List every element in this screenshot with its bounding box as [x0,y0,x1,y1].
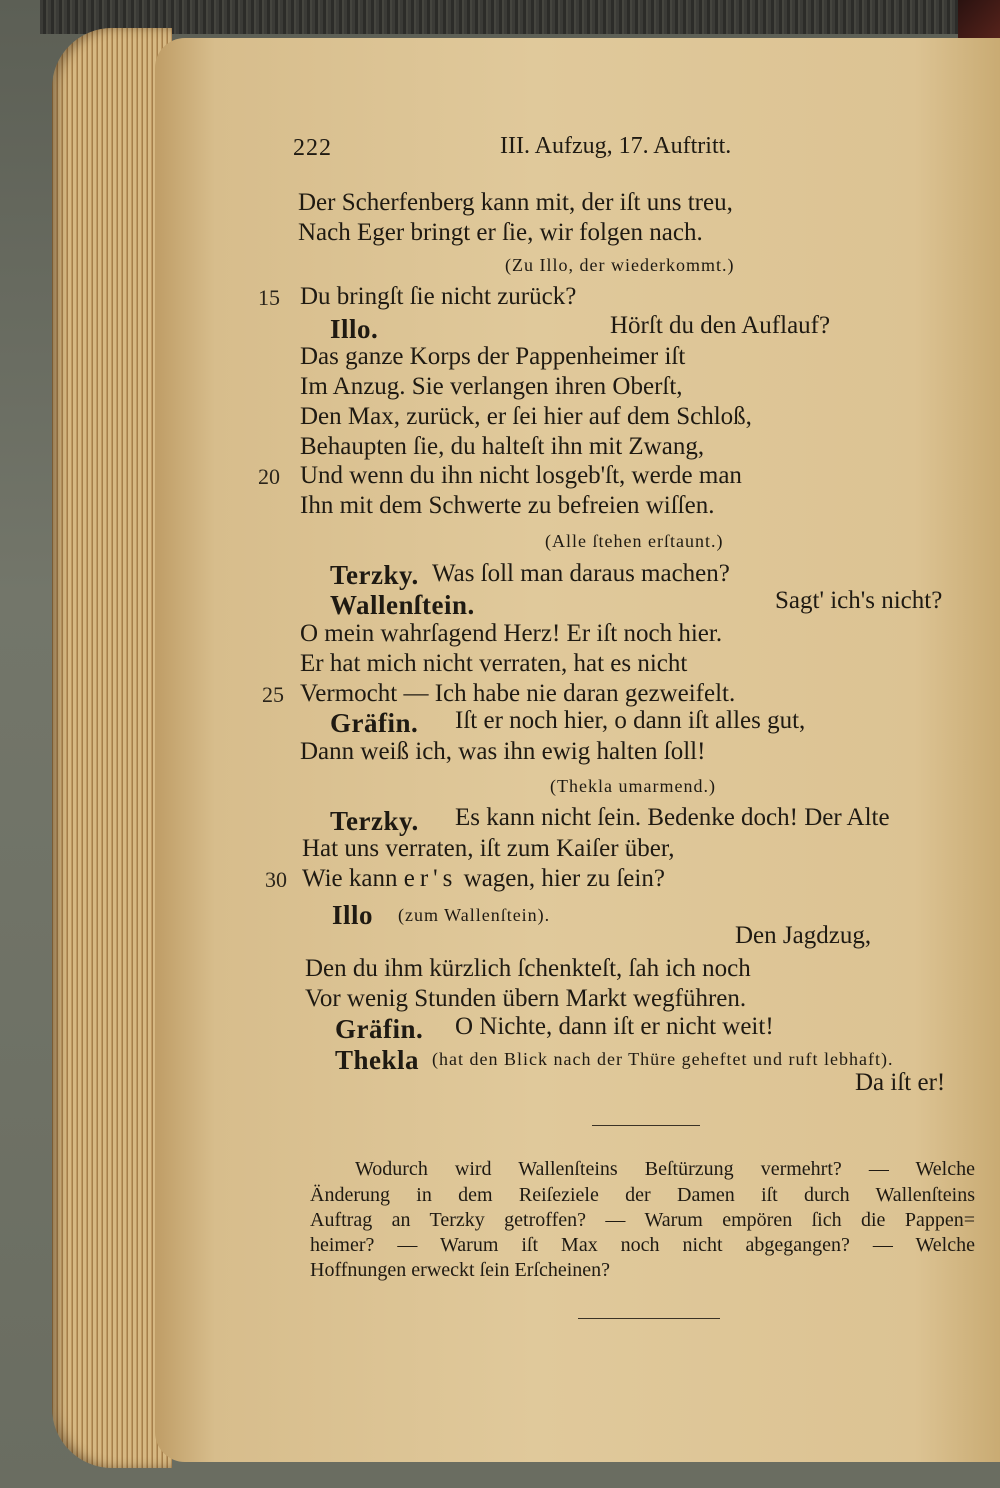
verse-line: Nach Eger bringt er ſie, wir folgen nach. [298,219,703,246]
verse-line: Behaupten ſie, du halteſt ihn mit Zwang, [300,433,705,460]
line-number: 20 [258,464,280,489]
question-line: Wodurch wird Wallenſteins Beſtürzung vermehrt? — Welche [355,1158,975,1180]
book-binding-top [40,0,1000,34]
speaker-name: Wallenſtein. [330,590,475,620]
question-line: Änderung in dem Reiſeziele der Damen iſt durch Wallenſteins [310,1184,975,1206]
speaker-name: Gräfin. [335,1014,424,1044]
speaker-name: Thekla [335,1045,420,1075]
speaker-name: Illo [332,900,374,930]
section-divider [592,1125,700,1126]
page-number: 222 [293,135,332,161]
verse-line: Und wenn du ihn nicht losgeb'ſt, werde man [300,462,742,489]
verse-line: Hörſt du den Auflauf? [610,312,831,339]
verse-line: Er hat mich nicht verraten, hat es nicht [300,650,688,677]
page-block-edges [52,28,172,1468]
speaker-name: Terzky. [330,560,419,590]
verse-line: Iſt er noch hier, o dann iſt alles gut, [455,707,806,734]
verse-line: Den Jagdzug, [735,922,872,949]
verse-line: Was ſoll man daraus machen? [432,560,730,587]
line-number: 25 [262,682,284,707]
verse-text: Wie kann [302,865,404,892]
verse-line: Den du ihm kürzlich ſchenkteſt, ſah ich noch [305,955,751,982]
verse-line: Das ganze Korps der Pappenheimer iſt [300,343,686,370]
question-line: heimer? — Warum iſt Max noch nicht abgegangen? — Welche [310,1234,975,1256]
stage-direction: (Alle ſtehen erſtaunt.) [545,531,724,551]
stage-direction: (zum Wallenſtein). [398,905,551,925]
verse-line: Vermocht — Ich habe nie daran gezweifelt. [300,680,736,707]
running-title: III. Aufzug, 17. Auftritt. [500,133,732,159]
verse-text: wagen, hier zu ſein? [457,865,665,892]
verse-line [302,864,665,894]
verse-line: Ihn mit dem Schwerte zu befreien wiſſen. [300,492,715,519]
line-number: 30 [265,867,287,892]
verse-line: Hat uns verraten, iſt zum Kaiſer über, [302,835,675,862]
question-line: Hoffnungen erweckt ſein Erſcheinen? [310,1259,611,1281]
speaker-name: Terzky. [330,806,419,836]
verse-line: Der Scherfenberg kann mit, der iſt uns treu, [298,189,733,216]
stage-direction: (Thekla umarmend.) [550,776,716,796]
verse-line: Sagt' ich's nicht? [775,587,943,614]
section-divider [578,1318,720,1319]
line-number: 15 [258,285,280,310]
verse-line: Vor wenig Stunden übern Markt wegführen. [305,985,747,1012]
verse-line: Im Anzug. Sie verlangen ihren Oberſt, [300,373,683,400]
verse-line: Da iſt er! [855,1069,946,1096]
stage-direction: (hat den Blick nach der Thüre geheftet und ruft lebhaft). [432,1049,894,1069]
speaker-name: Gräfin. [330,708,419,738]
verse-line: O mein wahrſagend Herz! Er iſt noch hier. [300,620,723,647]
verse-line: Du bringſt ſie nicht zurück? [300,283,577,310]
emphasized-word: er's [403,865,458,892]
verse-line: O Nichte, dann iſt er nicht weit! [455,1013,774,1040]
speaker-name: Illo. [330,314,379,344]
verse-line: Dann weiß ich, was ihn ewig halten ſoll! [300,738,706,765]
verse-line: Es kann nicht ſein. Bedenke doch! Der Alte [455,804,890,831]
question-line: Auftrag an Terzky getroffen? — Warum empören ſich die Pappen= [310,1209,975,1231]
stage-direction: (Zu Illo, der wiederkommt.) [505,255,735,275]
verse-line: Den Max, zurück, er ſei hier auf dem Schloß, [300,403,752,430]
